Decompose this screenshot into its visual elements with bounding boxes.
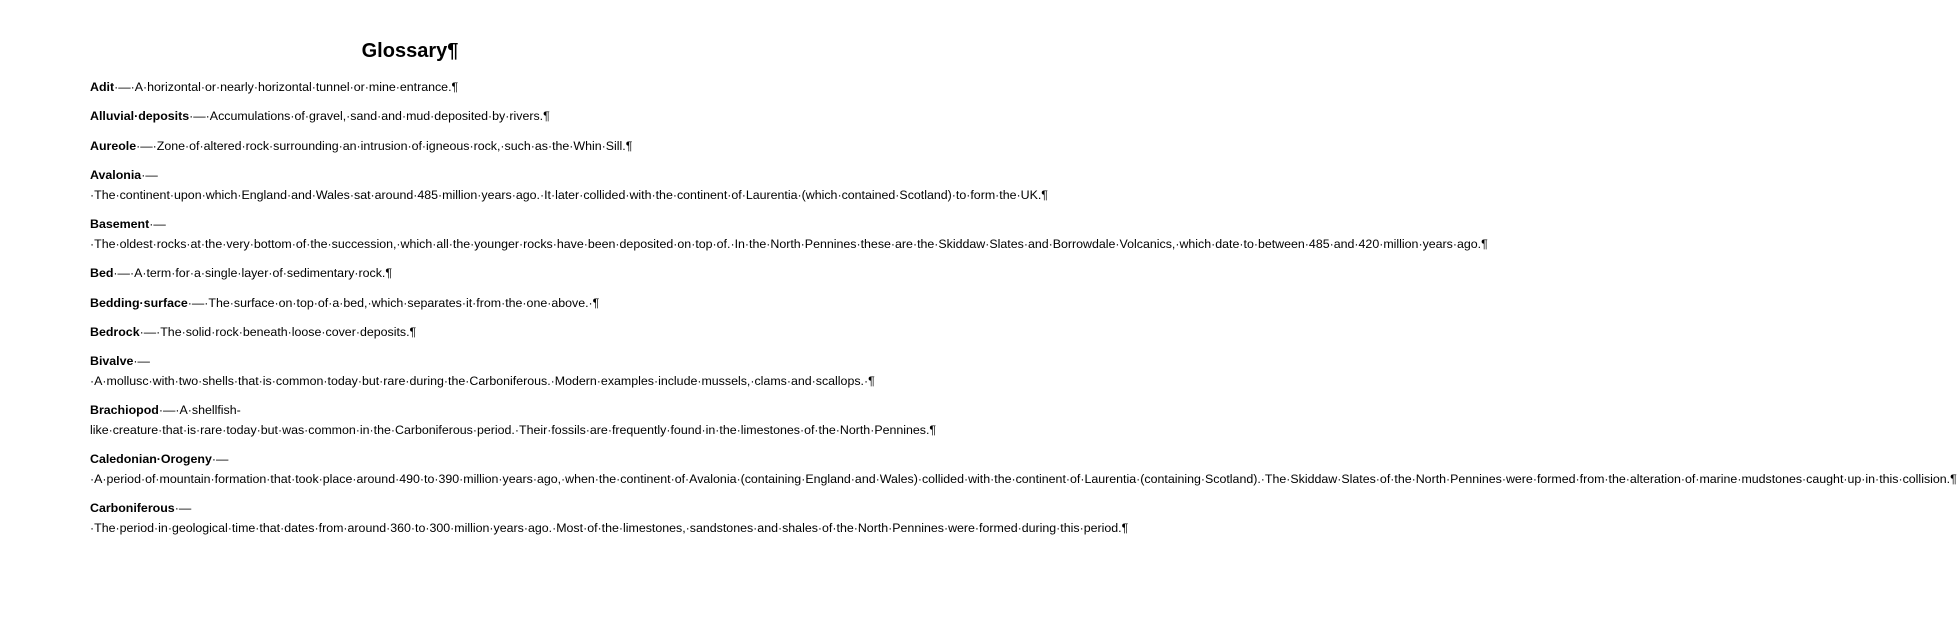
glossary-term: Basement	[90, 217, 150, 232]
glossary-entry-bedrock	[90, 323, 700, 343]
glossary-definition: ·—·Accumulations·of·gravel,·sand·and·mud·deposited·by·rivers.¶	[189, 109, 550, 124]
glossary-term: Bivalve	[90, 354, 134, 369]
glossary-term: Bedding·surface	[90, 295, 188, 310]
glossary-term: Bedrock	[90, 324, 140, 339]
document-page	[90, 38, 1957, 548]
glossary-entry-brachiopod	[90, 401, 937, 440]
glossary-entry-basement	[90, 215, 1488, 254]
glossary-term: Bed	[90, 266, 114, 281]
glossary-definition: ·—·A·mollusc·with·two·shells·that·is·common·today·but·rare·during·the·Carboniferous.·Modern·examples·include·mussels,·clams·and·scallops.·¶	[90, 354, 875, 388]
glossary-term: Brachiopod	[90, 403, 159, 418]
glossary-entry-carboniferous	[90, 499, 1129, 538]
glossary-definition: ·—·A·term·for·a·single·layer·of·sedimentary·rock.¶	[113, 266, 393, 281]
document-title: Glossary¶	[361, 40, 459, 62]
glossary-definition: ·—·The·surface·on·top·of·a·bed,·which·separates·it·from·the·one·above.·¶	[187, 295, 600, 310]
glossary-term: Adit	[90, 80, 115, 94]
glossary-entry-caledonian-orogeny	[90, 450, 1957, 489]
glossary-definition: ·—·The·solid·rock·beneath·loose·cover·deposits.¶	[139, 324, 417, 339]
glossary-definition: ·—·A·horizontal·or·nearly·horizontal·tunnel·or·mine·entrance.¶	[114, 80, 459, 94]
glossary-definition: ·—·A·shellfish-like·creature·that·is·rare·today·but·was·common·in·the·Carboniferous·period.·Their·fossils·are·frequently·found·in·the·limestones·of·the·North·Pennines.¶	[90, 403, 937, 437]
glossary-entry-adit	[90, 78, 700, 98]
glossary-definition: ·—·The·oldest·rocks·at·the·very·bottom·of·the·succession,·which·all·the·younger·rocks·have·been·deposited·on·top·of.·In·the·North·Pennines·these·are·the·Skiddaw·Slates·and·Borrowdale·Volcanics,·which·date·to·between·485·and·420·million·years·ago.¶	[90, 217, 1488, 251]
glossary-term: Aureole	[90, 138, 137, 153]
glossary-definition: ·—·A·period·of·mountain·formation·that·took·place·around·490·to·390·million·years·ago,·when·the·continent·of·Avalonia·(containing·England·and·Wales)·collided·with·the·continent·of·Laurentia·(containing·Scotland).·The·Skiddaw·Slates·of·the·North·Pennines·were·formed·from·the·alteration·of·marine·mudstones·caught·up·in·this·collision.¶	[90, 452, 1957, 486]
glossary-entry-bedding-surface	[90, 294, 700, 314]
glossary-entry-bed	[90, 264, 700, 284]
glossary-entry-aureole	[90, 137, 700, 157]
glossary-term: Alluvial·deposits	[90, 109, 190, 124]
glossary-term: Caledonian·Orogeny	[90, 452, 212, 467]
glossary-entry-bivalve	[90, 352, 875, 391]
glossary-term: Avalonia	[90, 168, 142, 183]
glossary-entry-alluvial-deposits	[90, 107, 700, 127]
glossary-definition: ·—·The·continent·upon·which·England·and·Wales·sat·around·485·million·years·ago.·It·later·collided·with·the·continent·of·Laurentia·(which·contained·Scotland)·to·form·the·UK.¶	[90, 168, 1048, 202]
glossary-entry-avalonia	[90, 166, 1048, 205]
glossary-definition: ·—·The·period·in·geological·time·that·dates·from·around·360·to·300·million·years·ago.·Most·of·the·limestones,·sandstones·and·shales·of·the·North·Pennines·were·formed·during·this·period.¶	[90, 501, 1129, 535]
glossary-definition: ·—·Zone·of·altered·rock·surrounding·an·intrusion·of·igneous·rock,·such·as·the·Whin·Sill.¶	[136, 138, 633, 153]
glossary-term: Carboniferous	[90, 501, 175, 516]
